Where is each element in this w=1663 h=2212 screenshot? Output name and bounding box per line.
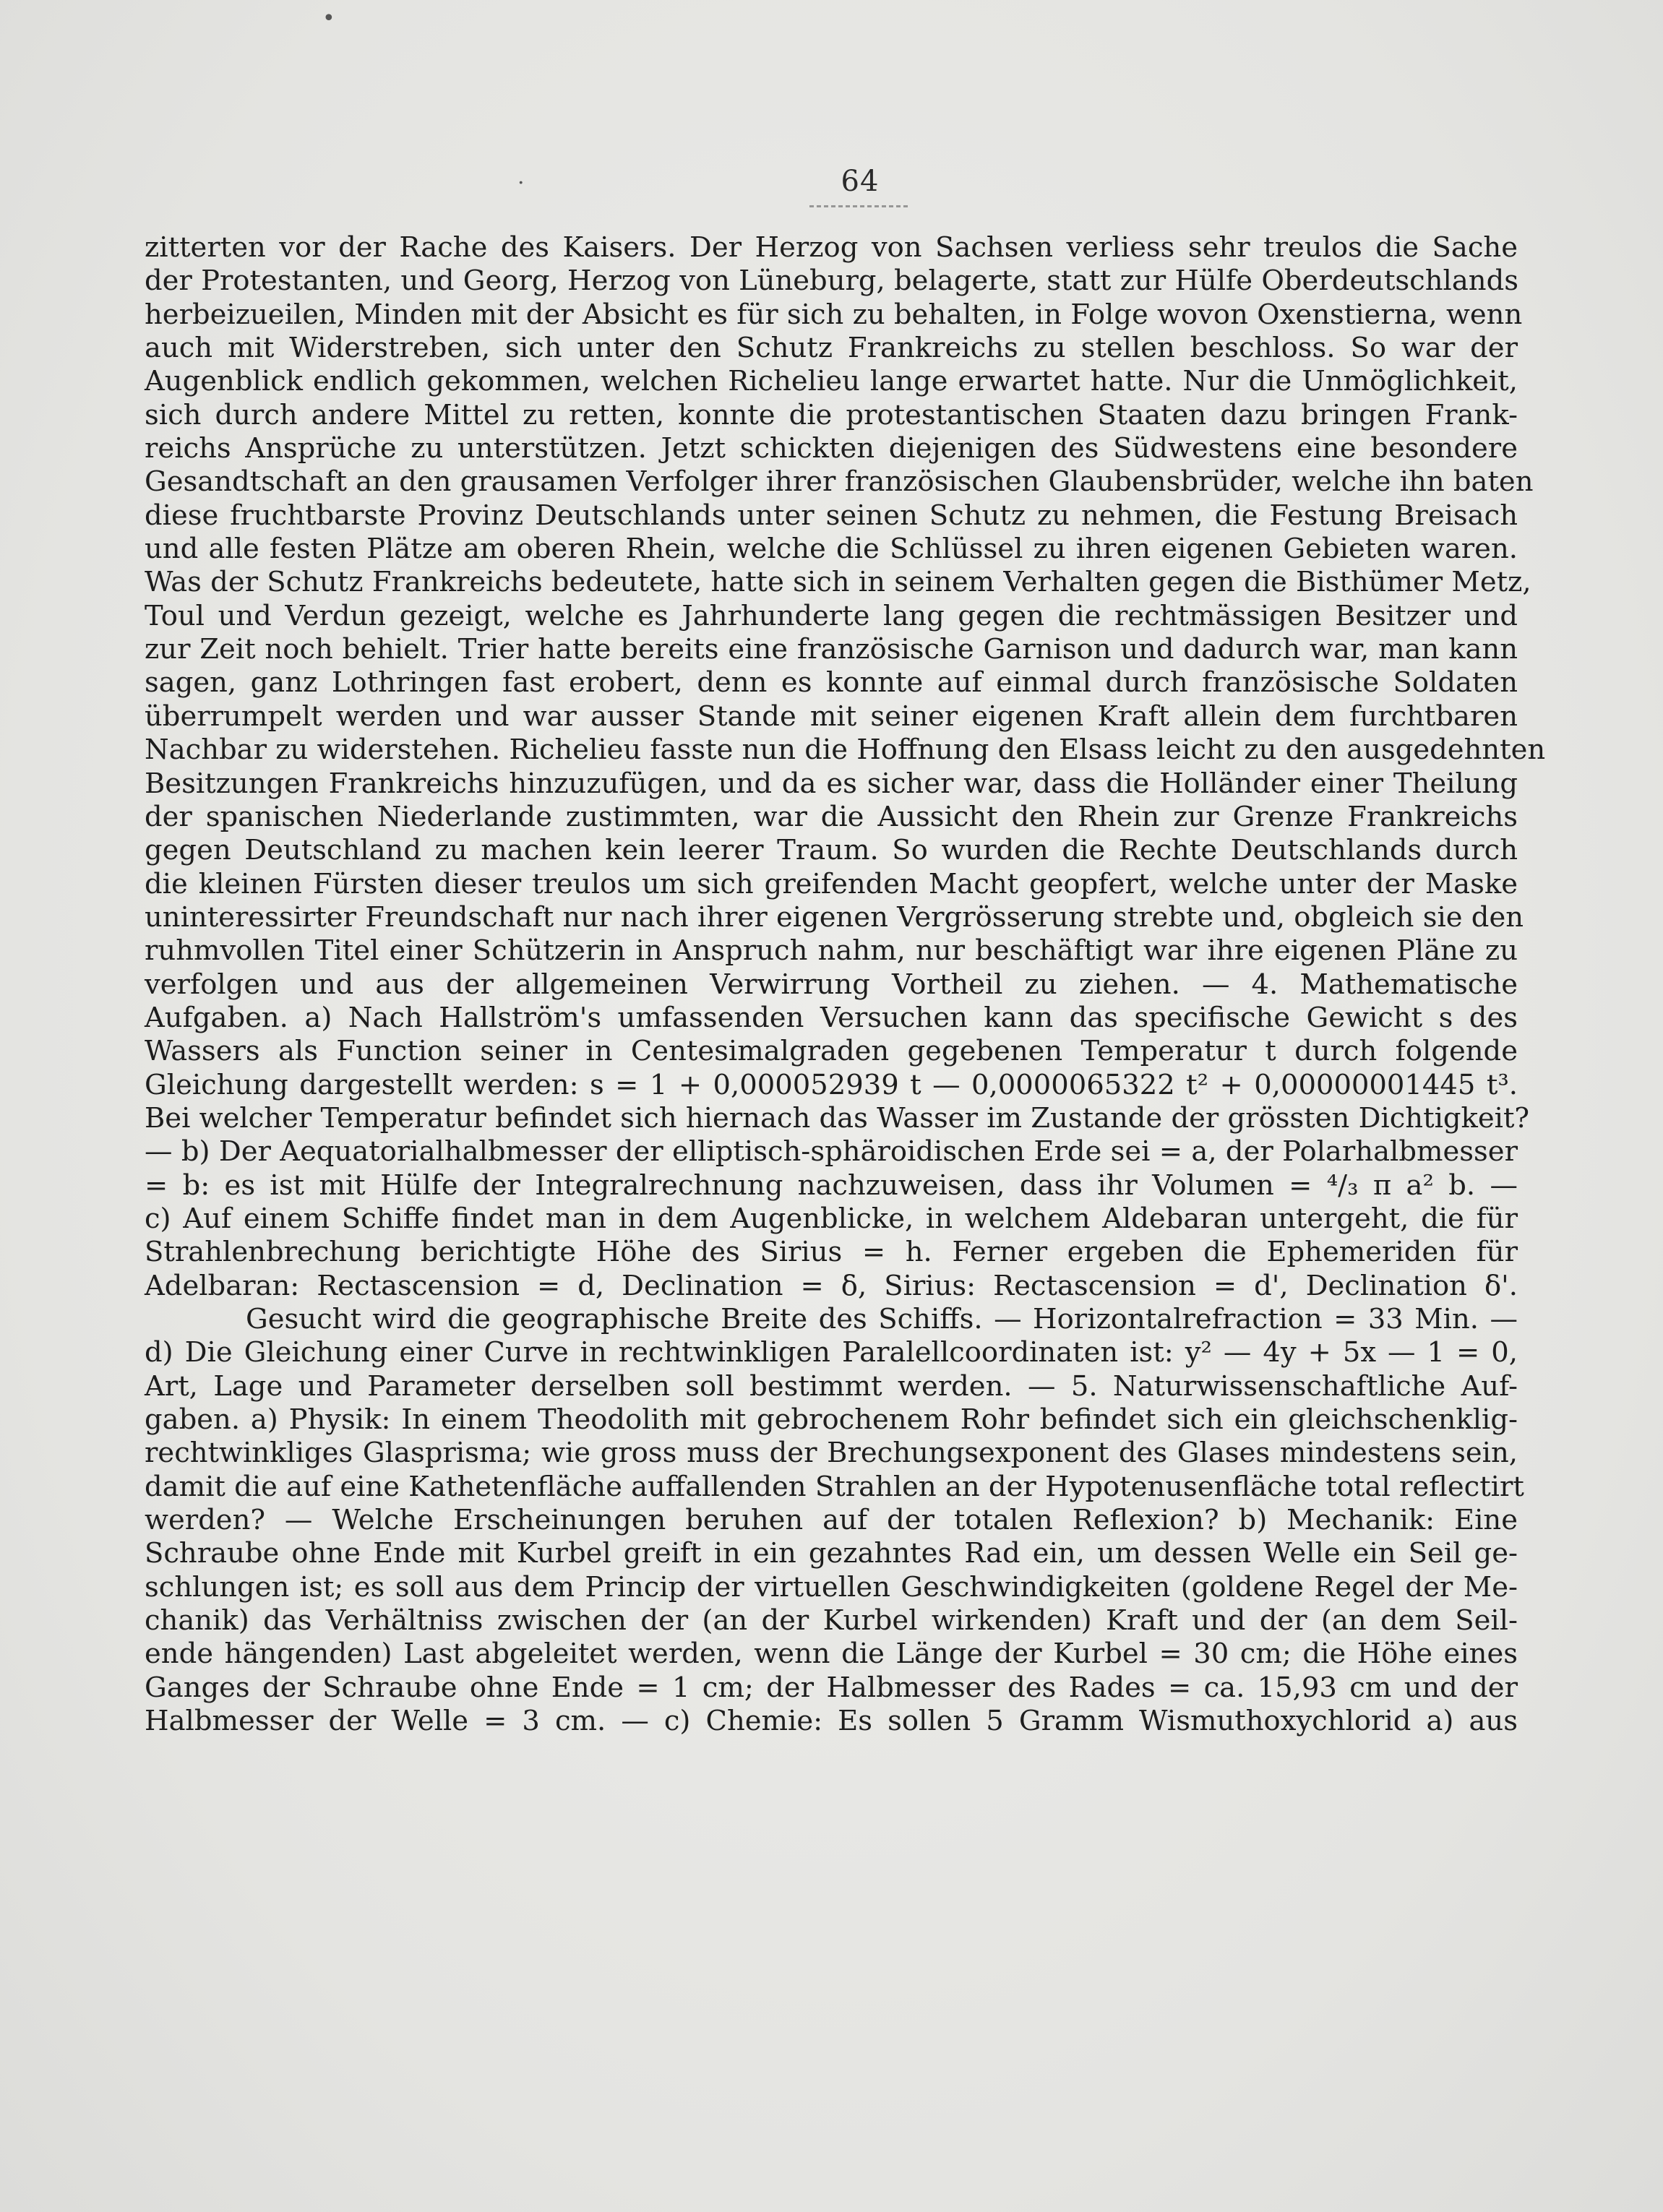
text-line: reichs Ansprüche zu unterstützen. Jetzt schickten diejenigen des Südwestens eine besondere (145, 432, 1518, 465)
text-line: Art, Lage und Parameter derselben soll bestimmt werden. — 5. Naturwissenschaftliche Auf- (145, 1369, 1518, 1403)
text-line: der spanischen Niederlande zustimmten, war die Aussicht den Rhein zur Grenze Frankreichs (145, 800, 1518, 833)
text-line: ende hängenden) Last abgeleitet werden, wenn die Länge der Kurbel = 30 cm; die Höhe eines (145, 1638, 1518, 1671)
text-line: auch mit Widerstreben, sich unter den Schutz Frankreichs zu stellen beschloss. So war der (145, 332, 1518, 365)
text-line: die kleinen Fürsten dieser treulos um sich greifenden Macht geopfert, welche unter der Maske (145, 867, 1518, 900)
text-line: Strahlenbrechung berichtigte Höhe des Sirius = h. Ferner ergeben die Ephemeriden für (145, 1236, 1518, 1269)
text-line: Ganges der Schraube ohne Ende = 1 cm; der Halbmesser des Rades = ca. 15,93 cm und der (145, 1671, 1518, 1704)
text-line: Toul und Verdun gezeigt, welche es Jahrhunderte lang gegen die rechtmässigen Besitzer und (145, 599, 1518, 632)
text-line: — b) Der Aequatorialhalbmesser der elliptisch-sphäroidischen Erde sei = a, der Polarhalbmesser (145, 1135, 1518, 1169)
text-line: sagen, ganz Lothringen fast erobert, denn es konnte auf einmal durch französische Soldaten (145, 666, 1518, 700)
text-line: diese fruchtbarste Provinz Deutschlands unter seinen Schutz zu nehmen, die Festung Breisach (145, 499, 1518, 532)
text-line: = b: es ist mit Hülfe der Integralrechnung nachzuweisen, dass ihr Volumen = ⁴/₃ π a² b. — (145, 1169, 1518, 1202)
page-number: 64 (841, 165, 880, 198)
text-line: Halbmesser der Welle = 3 cm. — c) Chemie: Es sollen 5 Gramm Wismuthoxychlorid a) aus (145, 1705, 1518, 1738)
text-line: Aufgaben. a) Nach Hallström's umfassenden Versuchen kann das specifische Gewicht s des (145, 1001, 1518, 1034)
text-line: werden? — Welche Erscheinungen beruhen auf der totalen Reflexion? b) Mechanik: Eine (145, 1504, 1518, 1537)
text-line: gegen Deutschland zu machen kein leerer Traum. So wurden die Rechte Deutschlands durch (145, 834, 1518, 867)
text-line: herbeizueilen, Minden mit der Absicht es für sich zu behalten, in Folge wovon Oxenstierna, wenn (145, 298, 1523, 331)
text-line: uninteressirter Freundschaft nur nach ihrer eigenen Vergrösserung strebte und, obgleich sie den (145, 900, 1524, 934)
text-line: sich durch andere Mittel zu retten, konnte die protestantischen Staaten dazu bringen Frank- (145, 398, 1518, 431)
text-line: rechtwinkliges Glasprisma; wie gross muss der Brechungsexponent des Glases mindestens sein, (145, 1437, 1518, 1470)
text-line: ruhmvollen Titel einer Schützerin in Anspruch nahm, nur beschäftigt war ihre eigenen Pläne zu (145, 934, 1518, 968)
text-line: zur Zeit noch behielt. Trier hatte bereits eine französische Garnison und dadurch war, man kann (145, 633, 1518, 666)
text-line: gaben. a) Physik: In einem Theodolith mit gebrochenem Rohr befindet sich ein gleichschenklig- (145, 1403, 1518, 1437)
text-line: überrumpelt werden und war ausser Stande mit seiner eigenen Kraft allein dem furchtbaren (145, 700, 1518, 733)
text-line: zitterten vor der Rache des Kaisers. Der Herzog von Sachsen verliess sehr treulos die Sache (145, 231, 1518, 264)
text-line: Besitzungen Frankreichs hinzuzufügen, und da es sicher war, dass die Holländer einer Theilung (145, 767, 1518, 800)
text-line-indented: Gesucht wird die geographische Breite des Schiffs. — Horizontalrefraction = 33 Min. — (246, 1303, 1518, 1335)
text-line: verfolgen und aus der allgemeinen Verwirrung Vortheil zu ziehen. — 4. Mathematische (145, 968, 1518, 1001)
text-line: der Protestanten, und Georg, Herzog von Lüneburg, belagerte, statt zur Hülfe Oberdeutschlands (145, 264, 1518, 298)
scan-dot: · (517, 171, 525, 196)
text-line: damit die auf eine Kathetenfläche auffallenden Strahlen an der Hypotenusenfläche total reflectirt (145, 1470, 1524, 1503)
scan-speck: • (322, 6, 335, 31)
text-line: Gesandtschaft an den grausamen Verfolger ihrer französischen Glaubensbrüder, welche ihn baten (145, 465, 1534, 499)
text-line: Nachbar zu widerstehen. Richelieu fasste nun die Hoffnung den Elsass leicht zu den ausgedehnten (145, 733, 1546, 767)
text-line: Augenblick endlich gekommen, welchen Richelieu lange erwartet hatte. Nur die Unmöglichkeit, (145, 365, 1518, 398)
text-line: schlungen ist; es soll aus dem Princip der virtuellen Geschwindigkeiten (goldene Regel der Me- (145, 1570, 1518, 1604)
text-line: c) Auf einem Schiffe findet man in dem Augenblicke, in welchem Aldebaran untergeht, die für (145, 1202, 1518, 1235)
text-line: Gleichung dargestellt werden: s = 1 + 0,000052939 t — 0,0000065322 t² + 0,00000001445 t³. (145, 1068, 1518, 1101)
text-line: Bei welcher Temperatur befindet sich hiernach das Wasser im Zustande der grössten Dichtigkeit? (145, 1101, 1530, 1135)
body-text (145, 231, 1546, 1738)
text-line: Was der Schutz Frankreichs bedeutete, hatte sich in seinem Verhalten gegen die Bisthümer Metz, (145, 566, 1531, 599)
text-line: chanik) das Verhältniss zwischen der (an der Kurbel wirkenden) Kraft und der (an dem Seil- (145, 1604, 1518, 1638)
text-line: Schraube ohne Ende mit Kurbel greift in ein gezahntes Rad ein, um dessen Welle ein Seil ge- (145, 1537, 1518, 1570)
text-line: und alle festen Plätze am oberen Rhein, welche die Schlüssel zu ihren eigenen Gebieten waren. (145, 533, 1518, 566)
page-number-rule (809, 205, 911, 207)
text-line: Wassers als Function seiner in Centesimalgraden gegebenen Temperatur t durch folgende (145, 1035, 1518, 1068)
text-line: d) Die Gleichung einer Curve in rechtwinkligen Paralellcoordinaten ist: y² — 4y + 5x — 1 = 0, (145, 1336, 1518, 1369)
text-line: Adelbaran: Rectascension = d, Declination = δ, Sirius: Rectascension = d', Declination δ'. (145, 1269, 1518, 1302)
